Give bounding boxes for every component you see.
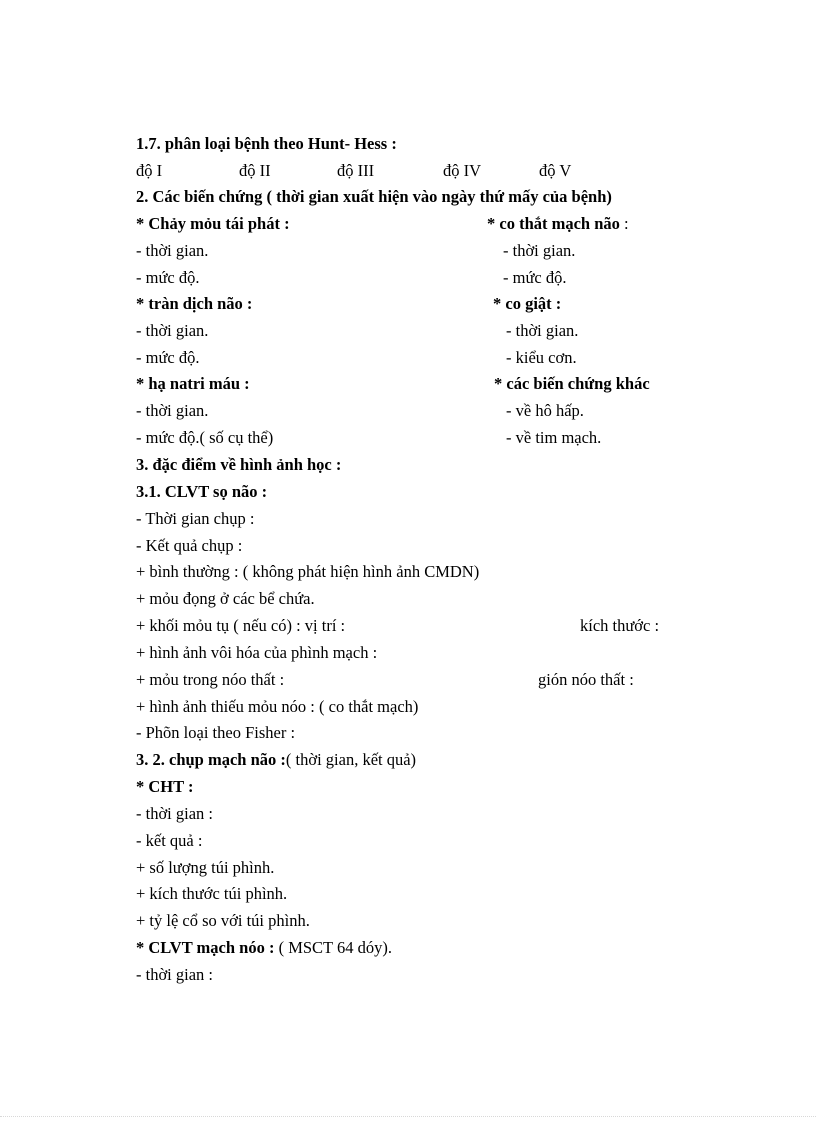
mri-result: - kết quả :: [136, 831, 203, 850]
ct-hematoma-location: + khối mỏu tụ ( nếu có) : vị trí :: [136, 616, 346, 635]
vasospasm-severity: - mức độ.: [503, 268, 567, 287]
ct-aneurysm-calcification: + hình ảnh vôi hóa của phình mạch :: [136, 643, 378, 662]
grade-3: độ III: [337, 161, 375, 180]
ct-ventricular-dilation: gión nóo thất :: [538, 670, 634, 689]
rebleeding-severity: - mức độ.: [136, 268, 200, 287]
grade-5: độ V: [539, 161, 572, 180]
rebleeding-time: - thời gian.: [136, 241, 209, 260]
hunt-hess-grades-row: [136, 161, 696, 181]
mri-neck-ratio: + tỷ lệ cổ so với túi phình.: [136, 911, 310, 930]
mri-heading: * CHT :: [136, 777, 194, 796]
mri-aneurysm-count: + số lượng túi phình.: [136, 858, 275, 877]
section-1-7-heading: 1.7. phân loại bệnh theo Hunt- Hess :: [136, 134, 397, 153]
section-3-2-heading: 3. 2. chụp mạch não :( thời gian, kết quả): [136, 750, 417, 769]
grade-1: độ I: [136, 161, 163, 180]
complication-hydrocephalus-heading: * tràn dịch não :: [136, 294, 253, 313]
grade-2: độ II: [239, 161, 271, 180]
hyponatremia-severity: - mức độ.( số cụ thể): [136, 428, 274, 447]
section-2-heading: 2. Các biến chứng ( thời gian xuất hiện vào ngày thứ mấy của bệnh): [136, 187, 612, 206]
ct-intraventricular-blood: + mỏu trong nóo thất :: [136, 670, 285, 689]
vasospasm-time: - thời gian.: [503, 241, 576, 260]
hydrocephalus-severity: - mức độ.: [136, 348, 200, 367]
hydrocephalus-time: - thời gian.: [136, 321, 209, 340]
mri-time: - thời gian :: [136, 804, 214, 823]
page-bottom-divider: [0, 1116, 816, 1117]
other-respiratory: - về hô hấp.: [506, 401, 584, 420]
seizure-type: - kiểu cơn.: [506, 348, 577, 367]
ct-cistern-blood: + mỏu đọng ở các bể chứa.: [136, 589, 315, 608]
complication-vasospasm-heading: * co thắt mạch não :: [487, 214, 629, 233]
ct-ischemia: + hình ảnh thiếu mỏu nóo : ( co thắt mạch): [136, 697, 419, 716]
complication-hyponatremia-heading: * hạ natri máu :: [136, 374, 250, 393]
fisher-classification: - Phõn loại theo Fisher :: [136, 723, 296, 742]
section-3-1-heading: 3.1. CLVT sọ não :: [136, 482, 268, 501]
cta-time: - thời gian :: [136, 965, 214, 984]
other-cardiovascular: - về tim mạch.: [506, 428, 602, 447]
complication-other-heading: * các biến chứng khác: [494, 374, 650, 393]
mri-aneurysm-size: + kích thước túi phình.: [136, 884, 288, 903]
ct-scan-result: - Kết quả chụp :: [136, 536, 243, 555]
seizure-time: - thời gian.: [506, 321, 579, 340]
ct-hematoma-size: kích thước :: [580, 616, 660, 635]
section-3-heading: 3. đặc điểm về hình ảnh học :: [136, 455, 342, 474]
cta-heading: * CLVT mạch nóo : ( MSCT 64 dóy).: [136, 938, 392, 957]
complication-rebleeding-heading: * Chảy mỏu tái phát :: [136, 214, 290, 233]
grade-4: độ IV: [443, 161, 482, 180]
ct-normal: + bình thường : ( không phát hiện hình ảnh CMDN): [136, 562, 480, 581]
ct-scan-time: - Thời gian chụp :: [136, 509, 255, 528]
hyponatremia-time: - thời gian.: [136, 401, 209, 420]
complication-seizure-heading: * co giật :: [493, 294, 562, 313]
